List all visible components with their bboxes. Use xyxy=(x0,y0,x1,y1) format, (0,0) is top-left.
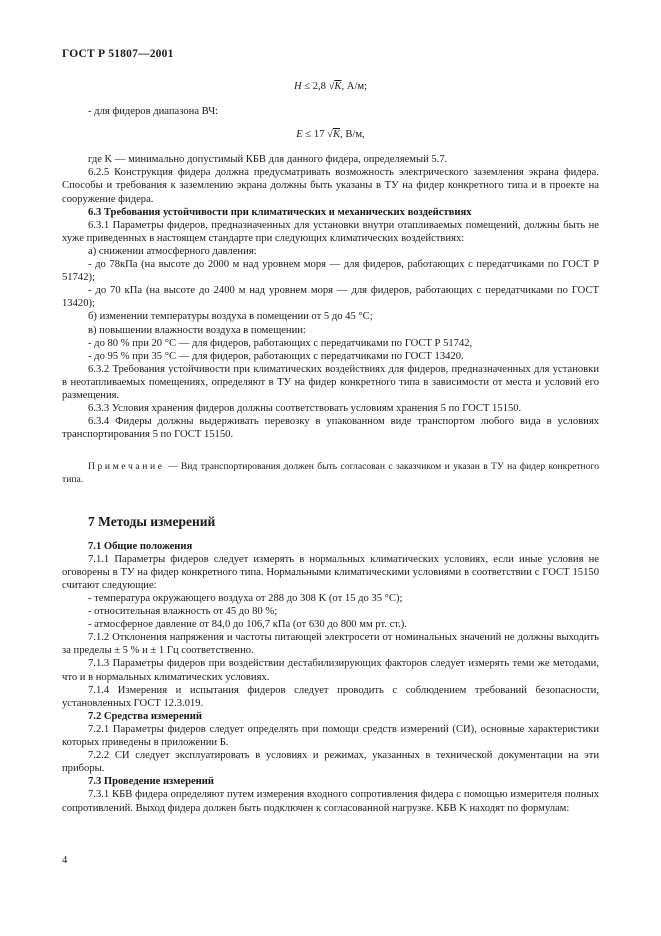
formula-e-unit: , В/м, xyxy=(340,129,365,141)
paragraph: 6.3.3 Условия хранения фидеров должны соответствовать условиям хранения 5 по ГОСТ 15150. xyxy=(88,403,522,415)
formula-h-lhs: H xyxy=(293,81,302,92)
paragraph: 6.3.4 Фидеры должны выдерживать перевозку в упакованном виде транспортом любого вида в условиях транспортирования 5 по ГОСТ 15150. xyxy=(62,416,599,441)
list-item: б) изменении температуры воздуха в помещении от 5 до 45 °С; xyxy=(88,311,373,323)
formula-e-variable: K xyxy=(332,129,341,141)
subsection-heading-7-3: 7.3 Проведение измерений xyxy=(88,776,214,788)
paragraph: 7.1.1 Параметры фидеров следует измерять в нормальных климатических условиях, если иные условия не оговорены в ТУ на фидер конкретного типа. Нормальными климатическими условиями в соответствии с ГОСТ 15150 считают следующие: xyxy=(62,553,599,591)
formula-h-unit: , А/м; xyxy=(341,81,368,92)
list-item: - до 78кПа (на высоте до 2000 м над уровнем моря — для фидеров, работающих с передатчиками по ГОСТ Р 51742); xyxy=(62,259,599,284)
document-body xyxy=(62,74,599,815)
paragraph: 6.2.5 Конструкция фидера должна предусматривать возможность электрического заземления экрана фидера. Способы и требования к заземлению экрана должны быть указаны в ТУ на фидер конкретного типа и в проекте на сооружение фидера. xyxy=(62,167,599,205)
text-vch-feeders: - для фидеров диапазона ВЧ: xyxy=(88,106,219,118)
formula-e-relation: ≤ 17 √ xyxy=(302,129,333,141)
paragraph: 7.2.2 СИ следует эксплуатировать в условиях и режимах, указанных в технической документации на эти приборы. xyxy=(62,750,599,775)
paragraph: 7.3.1 КБВ фидера определяют путем измерения входного сопротивления фидера с помощью измерителя полных сопротивлений. Выход фидера должен быть подключен к согласованной нагрузке. КБВ K находят по формулам: xyxy=(62,789,599,814)
list-item: - атмосферное давление от 84,0 до 106,7 кПа (от 630 до 800 мм рт. ст.). xyxy=(88,619,407,631)
list-item: - до 80 % при 20 °С — для фидеров, работающих с передатчиками по ГОСТ Р 51742, xyxy=(88,337,473,349)
page-number: 4 xyxy=(62,855,68,866)
paragraph: где K — минимально допустимый КБВ для данного фидера, определяемый 5.7. xyxy=(88,154,448,166)
section-heading-7: 7 Методы измерений xyxy=(88,513,216,529)
note-text: — Вид транспортирования должен быть согласован с заказчиком и указан в ТУ на фидер конкретного типа. xyxy=(62,461,599,485)
formula-h-variable: K xyxy=(334,81,342,92)
note-label: Примечание xyxy=(88,461,165,473)
paragraph: 6.3.1 Параметры фидеров, предназначенных для установки внутри отапливаемых помещений, должны быть не хуже приведенных в настоящем стандарте при следующих климатических воздействиях: xyxy=(62,219,599,244)
formula-e-lhs: E xyxy=(296,129,303,141)
paragraph: 7.1.3 Параметры фидеров при воздействии дестабилизирующих факторов следует измерять теми же методами, что и в нормальных климатических условиях. xyxy=(62,658,599,683)
paragraph: 7.2.1 Параметры фидеров следует определять при помощи средств измерений (СИ), основные характеристики которых приведены в приложении Б. xyxy=(62,723,599,749)
subsection-heading-7-2: 7.2 Средства измерений xyxy=(88,710,202,722)
subsection-heading-7-1: 7.1 Общие положения xyxy=(88,540,193,552)
note xyxy=(62,461,599,486)
subsection-heading-6-3: 6.3 Требования устойчивости при климатических и механических воздействиях xyxy=(88,206,472,218)
paragraph: 7.1.2 Отклонения напряжения и частоты питающей электросети от номинальных значений не должны выходить за пределы ± 5 % и ± 1 Гц соответственно. xyxy=(62,632,599,657)
formula-h-relation: ≤ 2,8 √ xyxy=(301,81,335,92)
paragraph: 7.1.4 Измерения и испытания фидеров следует проводить с соблюдением требований безопасности, установленных ГОСТ 12.3.019. xyxy=(62,684,599,709)
list-item: - относительная влажность от 45 до 80 %; xyxy=(88,606,278,618)
document-header: ГОСТ Р 51807—2001 xyxy=(62,48,174,60)
list-item: в) повышении влажности воздуха в помещении: xyxy=(88,324,306,336)
list-item: - до 70 кПа (на высоте до 2400 м над уровнем моря — для фидеров, работающих с передатчиками по ГОСТ 13420); xyxy=(62,285,599,310)
formula-h-limit xyxy=(62,80,599,93)
list-item: - температура окружающего воздуха от 288 до 308 K (от 15 до 35 °С); xyxy=(88,593,403,604)
formula-e-limit xyxy=(62,128,599,141)
paragraph: 6.3.2 Требования устойчивости при климатических воздействиях для фидеров, предназначенных для установки в неотапливаемых помещениях, определяют в ТУ на фидер конкретного типа в зависимости от места и условий его размещения. xyxy=(62,363,599,401)
list-item: - до 95 % при 35 °С — для фидеров, работающих с передатчиками по ГОСТ 13420. xyxy=(88,350,464,362)
list-item: а) снижении атмосферного давления: xyxy=(88,245,257,257)
